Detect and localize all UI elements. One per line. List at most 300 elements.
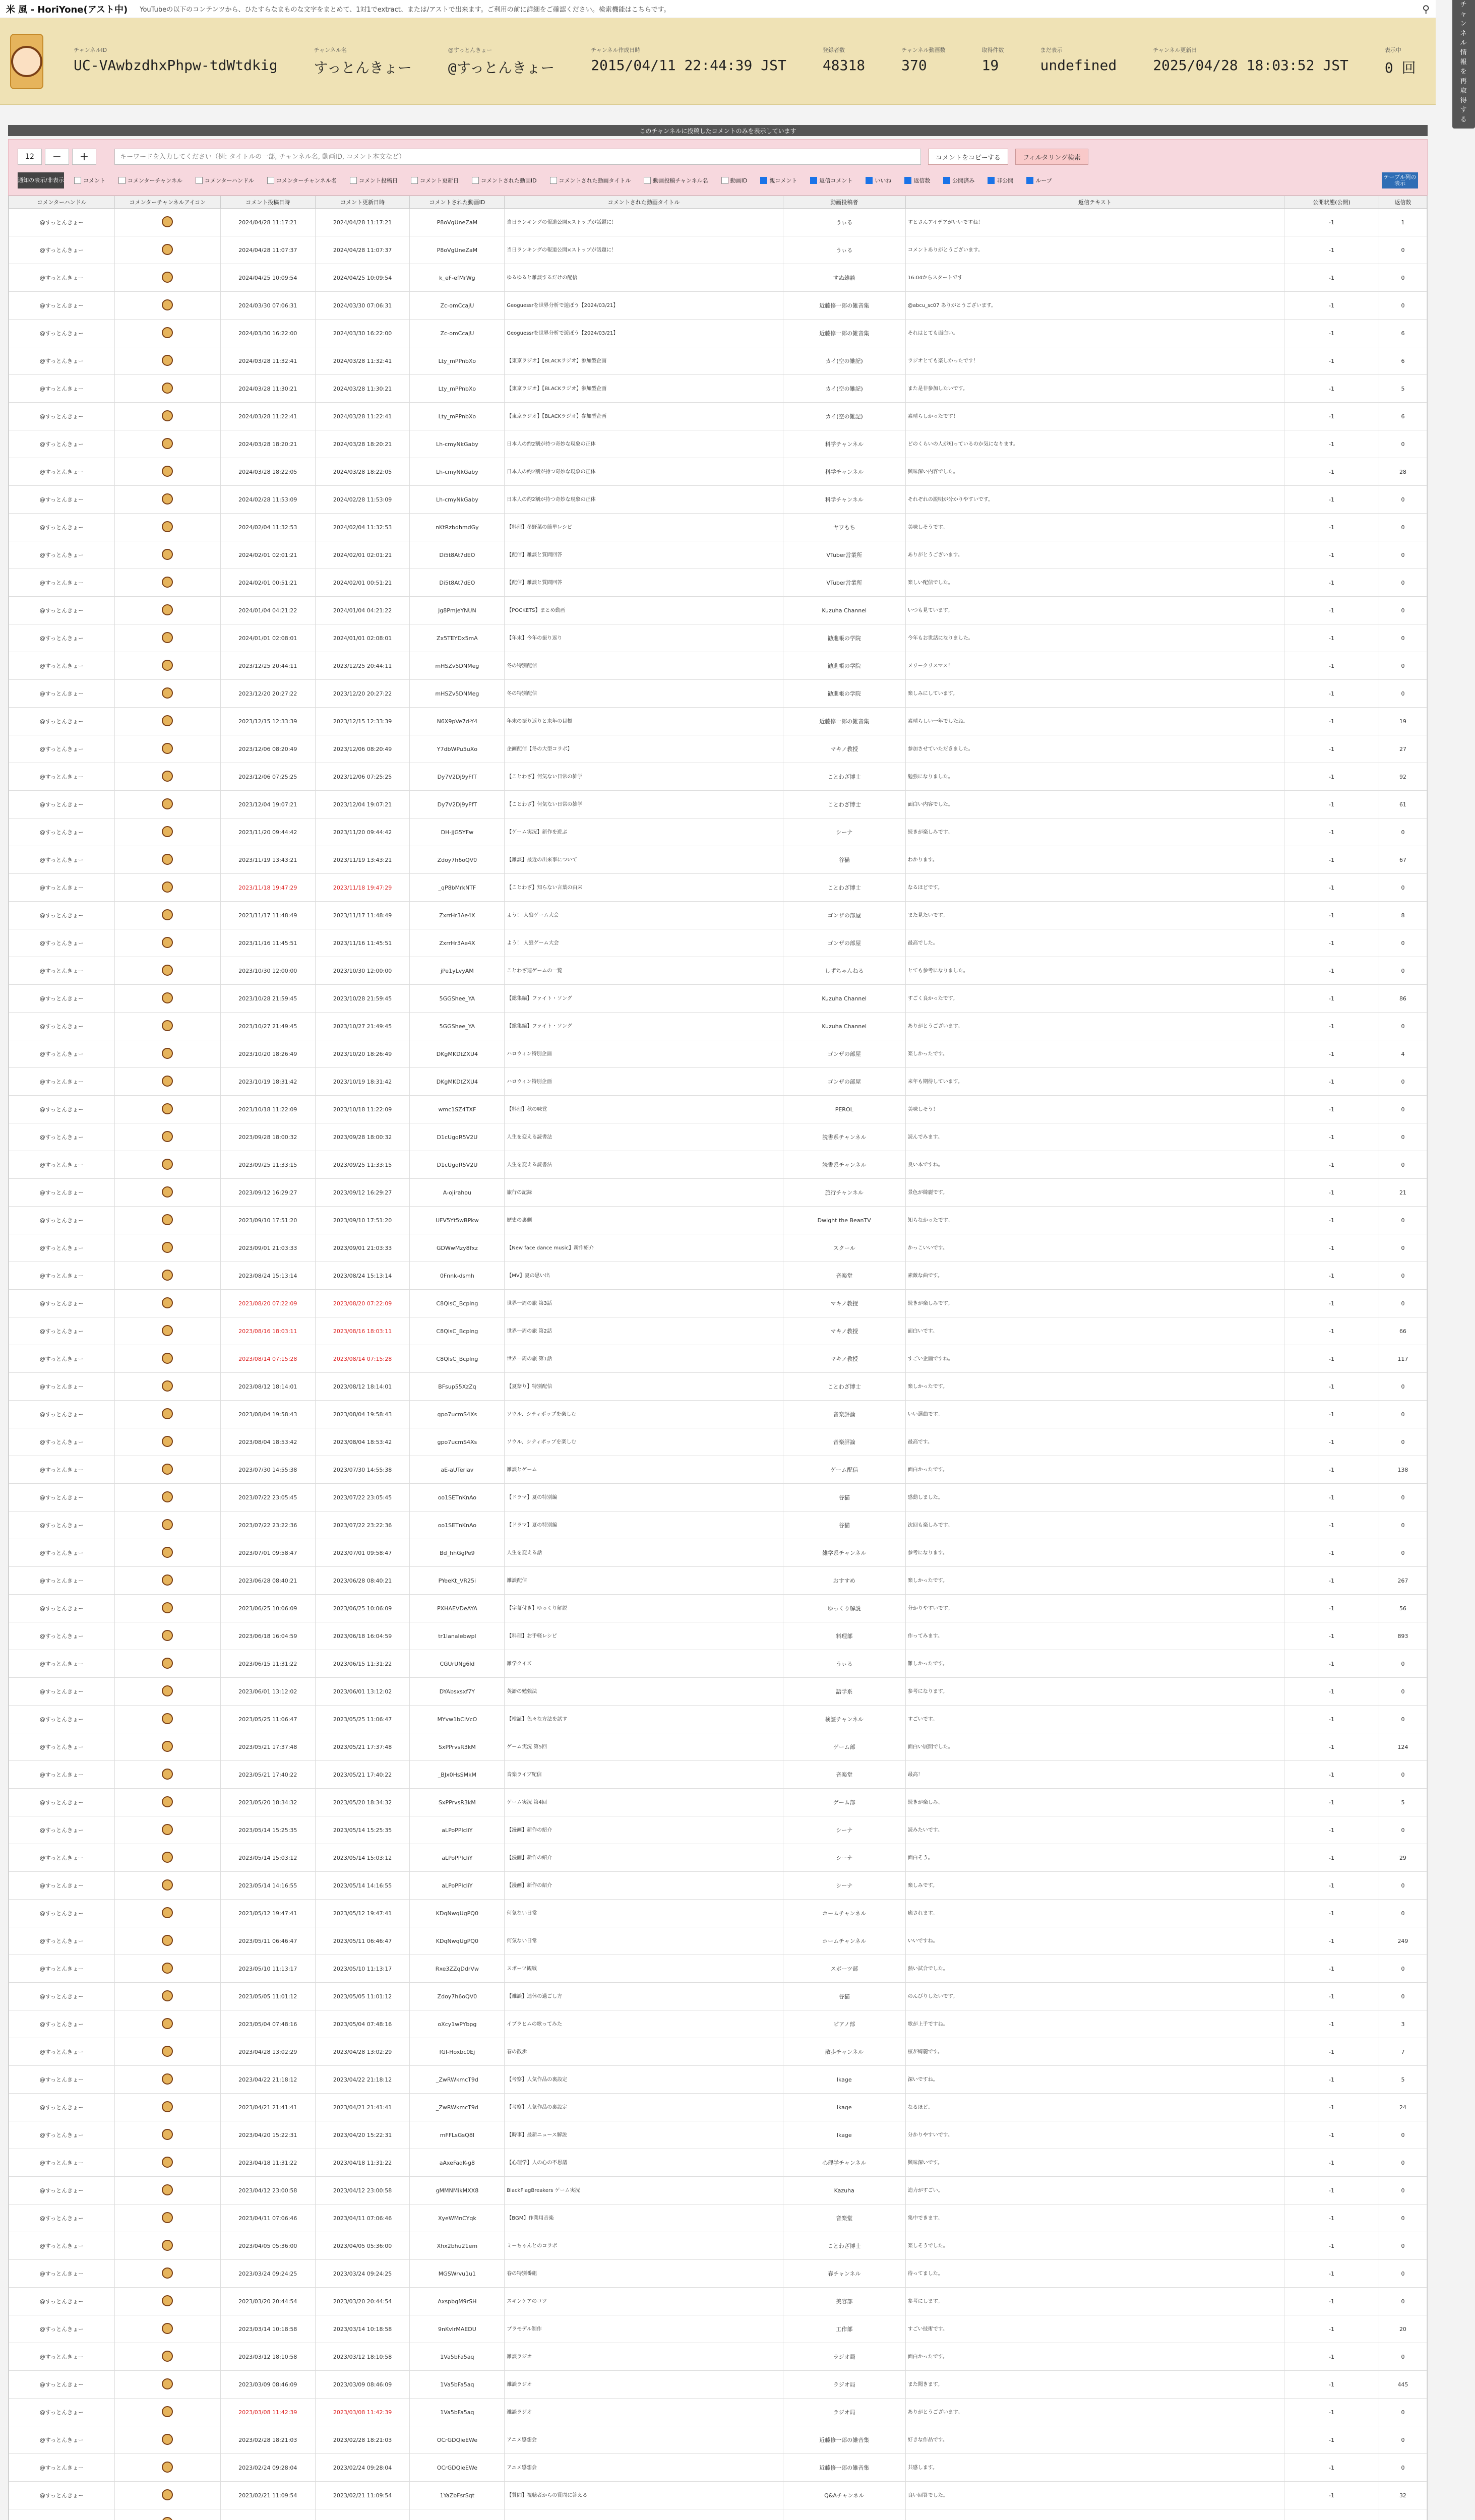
cell-vid[interactable]: C8QlsC_Bcplng: [410, 1290, 505, 1317]
cell-title[interactable]: 雑談ラジオ: [505, 2399, 783, 2426]
cell-vid[interactable]: Di5t8At7dEO: [410, 541, 505, 569]
cell-vid[interactable]: Lh-cmyNkGaby: [410, 486, 505, 514]
checkbox-icon[interactable]: [866, 177, 873, 184]
cell-vid[interactable]: DKgMKDtZXU4: [410, 1068, 505, 1096]
cell-title[interactable]: Geoguessrを世界分析で遊ぼう【2024/03/21】: [505, 292, 783, 320]
commenter-icon-cell: [114, 2038, 220, 2066]
stat-label: チャンネル更新日: [1153, 46, 1197, 53]
cell-title[interactable]: 年末の振り返りと来年の目標: [505, 708, 783, 735]
cell-title[interactable]: 【配信】雑談と質問回答: [505, 569, 783, 597]
commenter-avatar-icon: [162, 1602, 173, 1613]
checkbox-icon[interactable]: [350, 177, 357, 184]
cell-title[interactable]: 【POCKETS】まとめ動画: [505, 597, 783, 624]
filter-checkbox[interactable]: [943, 176, 974, 184]
cell-replies: 1: [1379, 209, 1427, 236]
cell-vid[interactable]: PXHAEVDeAYA: [410, 1595, 505, 1622]
column-header[interactable]: コメントされた動画ID: [410, 196, 505, 209]
cell-status: -1: [1284, 1179, 1379, 1207]
cell-title[interactable]: 世界一周の旅 第3話: [505, 1290, 783, 1317]
cell-updated: 2023/12/20 20:27:22: [315, 680, 410, 708]
checkbox-icon[interactable]: [196, 177, 203, 184]
cell-vid[interactable]: mFFLsGsQ8I: [410, 2121, 505, 2149]
commenter-icon-cell: [114, 929, 220, 957]
column-header[interactable]: コメントされた動画タイトル: [505, 196, 783, 209]
commenter-icon-cell: [114, 1567, 220, 1595]
cell-replies: 0: [1379, 2232, 1427, 2260]
cell-replies: 0: [1379, 1151, 1427, 1179]
cell-vid[interactable]: Lh-cmyNkGaby: [410, 430, 505, 458]
commenter-icon-cell: [114, 1179, 220, 1207]
filter-checkbox[interactable]: [118, 176, 182, 184]
filter-checkbox[interactable]: [988, 176, 1013, 184]
commenter-avatar-icon: [162, 2351, 173, 2362]
cell-vid[interactable]: gpo7ucmS4Xs: [410, 1401, 505, 1428]
cell-title[interactable]: 【漫画】新作の紹介: [505, 1872, 783, 1900]
cell-posted: 2023/11/17 11:48:49: [220, 902, 315, 929]
cell-title[interactable]: 当日ランキングの報道公開×ストップが話題に！: [505, 236, 783, 264]
font-increase-button[interactable]: +: [72, 149, 96, 165]
cell-title[interactable]: 当日ランキングの報道公開×ストップが話題に！: [505, 209, 783, 236]
cell-title[interactable]: 【総集編】ファイト・ソング: [505, 1013, 783, 1040]
cell-vid[interactable]: Dy7V2Dj9yFfT: [410, 791, 505, 818]
cell-posted: 2023/06/28 08:40:21: [220, 1567, 315, 1595]
cell-vid[interactable]: OCrGDQieEWe: [410, 2454, 505, 2482]
cell-title[interactable]: 世界一周の旅 第1話: [505, 1345, 783, 1373]
filter-checkbox[interactable]: [196, 176, 254, 184]
cell-title[interactable]: アニメ感想会: [505, 2454, 783, 2482]
cell-vid[interactable]: MGSWrvu1u1: [410, 2260, 505, 2288]
cell-vid[interactable]: DH-jjG5YFw: [410, 818, 505, 846]
cell-vid[interactable]: BFsup55XzZq: [410, 1373, 505, 1401]
cell-title[interactable]: 【ことわざ】知らない言葉の由来: [505, 874, 783, 902]
cell-vid[interactable]: KDqNwqUgPQ0: [410, 1900, 505, 1927]
cell-author: 科学チャンネル: [783, 486, 905, 514]
cell-handle: @すっとんきょー: [9, 1622, 115, 1650]
cell-title[interactable]: 【雑談】連休の過ごし方: [505, 1983, 783, 2010]
cell-vid[interactable]: Zdoy7h6oQV0: [410, 1983, 505, 2010]
cell-title[interactable]: 【ゲーム実況】新作を遊ぶ: [505, 818, 783, 846]
cell-vid[interactable]: aAxeFaqK-g8: [410, 2149, 505, 2177]
cell-text: 癒されます。: [905, 1900, 1284, 1927]
cell-title[interactable]: 企画配信【冬の大型コラボ】: [505, 735, 783, 763]
cell-vid[interactable]: Y7dbWPu5uXo: [410, 735, 505, 763]
cell-title[interactable]: 歴史の裏側: [505, 1207, 783, 1234]
cell-vid[interactable]: DKgMKDtZXU4: [410, 1040, 505, 1068]
cell-title[interactable]: 【ドラマ】夏の特別編: [505, 1511, 783, 1539]
checkbox-icon[interactable]: [904, 177, 911, 184]
cell-vid[interactable]: 5GGShee_YA: [410, 1013, 505, 1040]
cell-vid[interactable]: gMMNMikMXX8: [410, 2177, 505, 2204]
cell-vid[interactable]: D1cUgqR5V2U: [410, 1151, 505, 1179]
cell-title[interactable]: ハロウィン特別企画: [505, 1040, 783, 1068]
checkbox-icon[interactable]: [721, 177, 728, 184]
cell-vid[interactable]: C8QlsC_Bcplng: [410, 1317, 505, 1345]
toggle-notice-button[interactable]: 通知の表示/非表示: [18, 172, 64, 188]
cell-title[interactable]: 旅行の記録: [505, 1179, 783, 1207]
cell-title[interactable]: ハロウィン特別企画: [505, 1068, 783, 1096]
cell-vid[interactable]: [410, 2509, 505, 2520]
cell-vid[interactable]: N6X9pVe7d-Y4: [410, 708, 505, 735]
cell-text: 待ってました。: [905, 2260, 1284, 2288]
cell-vid[interactable]: Zx5TEYDx5mA: [410, 624, 505, 652]
cell-status: -1: [1284, 292, 1379, 320]
cell-author: Q&Aチャンネル: [783, 2482, 905, 2509]
checkbox-icon[interactable]: [118, 177, 126, 184]
cell-title[interactable]: ことわざ連ゲームの一覧: [505, 957, 783, 985]
cell-title[interactable]: 【東京ラジオ】【BLACKラジオ】参加型企画: [505, 375, 783, 403]
cell-status: -1: [1284, 569, 1379, 597]
table-row: [9, 1096, 1427, 1123]
cell-updated: 2024/01/04 04:21:22: [315, 597, 410, 624]
cell-author: 検証チャンネル: [783, 1706, 905, 1733]
cell-title[interactable]: プラモデル制作: [505, 2315, 783, 2343]
cell-vid[interactable]: _ZwRWkmcT9d: [410, 2094, 505, 2121]
checkbox-icon[interactable]: [943, 177, 950, 184]
cell-handle: @すっとんきょー: [9, 902, 115, 929]
cell-vid[interactable]: Bd_hhGgPe9: [410, 1539, 505, 1567]
column-header[interactable]: 公開状態(公開): [1284, 196, 1379, 209]
cell-title[interactable]: 【質問】視聴者からの質問に答える: [505, 2482, 783, 2509]
cell-title[interactable]: 【時事】最新ニュース解説: [505, 2121, 783, 2149]
cell-title[interactable]: ゆるゆると雑談するだけの配信: [505, 264, 783, 292]
table-row: [9, 763, 1427, 791]
cell-title[interactable]: ゲーム実況 第4回: [505, 1789, 783, 1816]
cell-vid[interactable]: tr1lanaIebwpl: [410, 1622, 505, 1650]
cell-vid[interactable]: k_eF-efMrWg: [410, 264, 505, 292]
cell-replies: 24: [1379, 2094, 1427, 2121]
cell-vid[interactable]: aLPoPPIcliY: [410, 1816, 505, 1844]
commenter-avatar-icon: [162, 798, 173, 809]
cell-title[interactable]: 【BGM】作業用音楽: [505, 2204, 783, 2232]
cell-text: 面白かったです。: [905, 2343, 1284, 2371]
commenter-avatar-icon: [162, 1325, 173, 1336]
filter-checkbox[interactable]: [760, 176, 797, 184]
checkbox-icon[interactable]: [760, 177, 767, 184]
commenter-avatar-icon: [162, 660, 173, 671]
column-header[interactable]: コメント投稿日時: [220, 196, 315, 209]
cell-handle: @すっとんきょー: [9, 292, 115, 320]
commenter-avatar-icon: [162, 1408, 173, 1419]
commenter-avatar-icon: [162, 1159, 173, 1170]
cell-title[interactable]: 人生を変える読書法: [505, 1151, 783, 1179]
cell-title[interactable]: 英語の勉強法: [505, 1678, 783, 1706]
checkbox-icon[interactable]: [644, 177, 651, 184]
cell-title[interactable]: スポーツ観戦: [505, 1955, 783, 1983]
filter-checkbox[interactable]: [904, 176, 930, 184]
cell-vid[interactable]: 1YaZbFsrSqt: [410, 2482, 505, 2509]
checkbox-icon[interactable]: [988, 177, 995, 184]
filter-checkbox[interactable]: [721, 176, 748, 184]
cell-title[interactable]: ミーちゃんとのコラボ: [505, 2232, 783, 2260]
commenter-avatar-icon: [162, 632, 173, 643]
cell-title[interactable]: 【ことわざ】何気ない日常の雑学: [505, 763, 783, 791]
cell-title[interactable]: 春の特別番組: [505, 2260, 783, 2288]
commenter-avatar-icon: [162, 1658, 173, 1669]
cell-title[interactable]: 日本人の約2割が持つ奇妙な現象の正体: [505, 430, 783, 458]
filter-checkbox[interactable]: [866, 176, 891, 184]
cell-status: -1: [1284, 375, 1379, 403]
commenter-avatar-icon: [162, 1464, 173, 1475]
cell-vid[interactable]: mHSZv5DNMeg: [410, 680, 505, 708]
commenter-icon-cell: [114, 264, 220, 292]
filter-checkbox[interactable]: [411, 176, 459, 184]
cell-vid[interactable]: 1Va5bFa5aq: [410, 2399, 505, 2426]
cell-title[interactable]: BlackFlagBreakers ゲーム実況: [505, 2177, 783, 2204]
cell-vid[interactable]: 5GGShee_YA: [410, 985, 505, 1013]
cell-vid[interactable]: aLPoPPIcliY: [410, 1872, 505, 1900]
cell-vid[interactable]: Xhx2bhu21em: [410, 2232, 505, 2260]
cell-text: 良い回答でした。: [905, 2482, 1284, 2509]
cell-title[interactable]: 【料理】お手軽レシピ: [505, 1622, 783, 1650]
cell-vid[interactable]: Di5t8At7dEO: [410, 569, 505, 597]
cell-vid[interactable]: gpo7ucmS4Xs: [410, 1428, 505, 1456]
cell-posted: 2024/03/28 18:20:21: [220, 430, 315, 458]
copy-comments-button[interactable]: コメントをコピーする: [928, 149, 1008, 165]
table-row: [9, 2399, 1427, 2426]
cell-status: -1: [1284, 2399, 1379, 2426]
column-header[interactable]: 返信テキスト: [905, 196, 1284, 209]
font-decrease-button[interactable]: −: [45, 149, 69, 165]
cell-vid[interactable]: fGI-Hoxbc0Ej: [410, 2038, 505, 2066]
cell-title[interactable]: 冬の特別配信: [505, 652, 783, 680]
cell-title[interactable]: Geoguessrを世界分析で遊ぼう【2024/03/21】: [505, 320, 783, 347]
column-header[interactable]: 動画投稿者: [783, 196, 905, 209]
cell-title[interactable]: 【字幕付き】ゆっくり解説: [505, 1595, 783, 1622]
cell-vid[interactable]: Lh-cmyNkGaby: [410, 458, 505, 486]
filter-checkbox[interactable]: [1026, 176, 1052, 184]
cell-vid[interactable]: P8oVgUneZaM: [410, 209, 505, 236]
cell-vid[interactable]: 1Va5bFa5aq: [410, 2371, 505, 2399]
filter-checkbox[interactable]: [472, 176, 537, 184]
cell-vid[interactable]: 0Fnnk-dsmh: [410, 1262, 505, 1290]
cell-updated: 2023/05/25 11:06:47: [315, 1706, 410, 1733]
cell-vid[interactable]: MYvw1bCIVcO: [410, 1706, 505, 1733]
cell-title[interactable]: 日本人の約2割が持つ奇妙な現象の正体: [505, 458, 783, 486]
cell-status: -1: [1284, 1650, 1379, 1678]
cell-vid[interactable]: XyeWMnCYqk: [410, 2204, 505, 2232]
cell-title[interactable]: ゲーム実況 第5回: [505, 1733, 783, 1761]
cell-title[interactable]: [505, 2509, 783, 2520]
cell-title[interactable]: 【考察】人気作品の裏設定: [505, 2066, 783, 2094]
cell-title[interactable]: 何気ない日常: [505, 1900, 783, 1927]
cell-vid[interactable]: DYAbsxsxf7Y: [410, 1678, 505, 1706]
filter-checkbox[interactable]: [810, 176, 852, 184]
checkbox-icon[interactable]: [74, 177, 81, 184]
cell-vid[interactable]: CGUrUNg6ld: [410, 1650, 505, 1678]
cell-posted: 2024/04/28 11:07:37: [220, 236, 315, 264]
cell-vid[interactable]: 1Va5bFa5aq: [410, 2343, 505, 2371]
cell-vid[interactable]: _ZwRWkmcT9d: [410, 2066, 505, 2094]
filter-checkbox[interactable]: [350, 176, 398, 184]
cell-replies: 6: [1379, 403, 1427, 430]
cell-title[interactable]: ソウル、シティポップを楽しむ: [505, 1401, 783, 1428]
cell-title[interactable]: 【New face dance music】新作紹介: [505, 1234, 783, 1262]
cell-title[interactable]: 【配信】雑談と質問回答: [505, 541, 783, 569]
refetch-channel-button[interactable]: チャンネル情報を再取得する: [1452, 0, 1475, 129]
cell-title[interactable]: 【東京ラジオ】【BLACKラジオ】参加型企画: [505, 347, 783, 375]
cell-title[interactable]: 【東京ラジオ】【BLACKラジオ】参加型企画: [505, 403, 783, 430]
cell-title[interactable]: 雑談配信: [505, 1567, 783, 1595]
cell-author: ラジオ局: [783, 2343, 905, 2371]
cell-vid[interactable]: jPe1yLvyAM: [410, 957, 505, 985]
cell-title[interactable]: 世界一周の旅 第2話: [505, 1317, 783, 1345]
cell-vid[interactable]: Rxe3ZZqDdrVw: [410, 1955, 505, 1983]
cell-vid[interactable]: aE-aUTeriav: [410, 1456, 505, 1484]
cell-vid[interactable]: _BJx0HsSMkM: [410, 1761, 505, 1789]
cell-title[interactable]: アニメ感想会: [505, 2426, 783, 2454]
cell-title[interactable]: 音楽ライブ配信: [505, 1761, 783, 1789]
cell-vid[interactable]: ZxrrHr3Ae4X: [410, 929, 505, 957]
cell-vid[interactable]: SxPPrvsR3kM: [410, 1733, 505, 1761]
cell-text: 感動しました。: [905, 1484, 1284, 1511]
cell-vid[interactable]: _qP8bMrkNTF: [410, 874, 505, 902]
cell-vid[interactable]: Lty_mPPnbXo: [410, 347, 505, 375]
cell-vid[interactable]: oo1SETnKnAo: [410, 1484, 505, 1511]
cell-status: -1: [1284, 486, 1379, 514]
cell-vid[interactable]: D1cUgqR5V2U: [410, 1123, 505, 1151]
cell-vid[interactable]: UFV5Yt5wBPkw: [410, 1207, 505, 1234]
cell-status: -1: [1284, 1872, 1379, 1900]
cell-title[interactable]: ソウル、シティポップを楽しむ: [505, 1428, 783, 1456]
table-columns-button[interactable]: テーブル列の表示: [1382, 172, 1418, 188]
cell-title[interactable]: 人生を変える話: [505, 1539, 783, 1567]
cell-vid[interactable]: 9nKvlrMAEDU: [410, 2315, 505, 2343]
cell-vid[interactable]: OCrGDQieEWe: [410, 2426, 505, 2454]
cell-vid[interactable]: wmc1SZ4TXF: [410, 1096, 505, 1123]
cell-title[interactable]: 【考察】人気作品の裏設定: [505, 2094, 783, 2121]
filter-checkbox[interactable]: [267, 176, 337, 184]
cell-author: 雑学系チャンネル: [783, 1539, 905, 1567]
cell-vid[interactable]: Dy7V2Dj9yFfT: [410, 763, 505, 791]
cell-vid[interactable]: Lty_mPPnbXo: [410, 375, 505, 403]
cell-title[interactable]: 【年末】今年の振り返り: [505, 624, 783, 652]
cell-title[interactable]: 【漫画】新作の紹介: [505, 1844, 783, 1872]
cell-vid[interactable]: PYeeKt_VR25i: [410, 1567, 505, 1595]
cell-title[interactable]: 春の散歩: [505, 2038, 783, 2066]
cell-vid[interactable]: Zdoy7h6oQV0: [410, 846, 505, 874]
cell-replies: 138: [1379, 1456, 1427, 1484]
checkbox-icon[interactable]: [1026, 177, 1033, 184]
cell-replies: 0: [1379, 1262, 1427, 1290]
cell-title[interactable]: 【ことわざ】何気ない日常の雑学: [505, 791, 783, 818]
checkbox-icon[interactable]: [810, 177, 817, 184]
cell-vid[interactable]: C8QlsC_Bcplng: [410, 1345, 505, 1373]
cell-vid[interactable]: mHSZv5DNMeg: [410, 652, 505, 680]
cell-title[interactable]: 雑談ラジオ: [505, 2343, 783, 2371]
cell-vid[interactable]: GDWwMzy8fxz: [410, 1234, 505, 1262]
cell-author: 音楽堂: [783, 1761, 905, 1789]
cell-title[interactable]: 何気ない日常: [505, 1927, 783, 1955]
cell-vid[interactable]: SxPPrvsR3kM: [410, 1789, 505, 1816]
cell-status: -1: [1284, 1040, 1379, 1068]
search-icon[interactable]: ⚲: [1422, 3, 1430, 15]
cell-vid[interactable]: nKtRzbdhmdGy: [410, 514, 505, 541]
cell-vid[interactable]: Zc-omCcajU: [410, 292, 505, 320]
cell-author: 美容部: [783, 2288, 905, 2315]
keyword-search-input[interactable]: [114, 149, 921, 165]
cell-title[interactable]: 人生を変える読書法: [505, 1123, 783, 1151]
cell-vid[interactable]: Jg8PmjeYNUN: [410, 597, 505, 624]
cell-vid[interactable]: ZxrrHr3Ae4X: [410, 902, 505, 929]
cell-vid[interactable]: Zc-omCcajU: [410, 320, 505, 347]
cell-vid[interactable]: AxspbgM9rSH: [410, 2288, 505, 2315]
checkbox-icon[interactable]: [472, 177, 479, 184]
cell-title[interactable]: よう！ 人狼ゲーム大会: [505, 902, 783, 929]
cell-text: 興味深い内容でした。: [905, 458, 1284, 486]
cell-title[interactable]: 【夏祭り】特別配信: [505, 1373, 783, 1401]
cell-title[interactable]: 【漫画】新作の紹介: [505, 1816, 783, 1844]
cell-posted: 2023/12/25 20:44:11: [220, 652, 315, 680]
cell-posted: 2023/09/01 21:03:33: [220, 1234, 315, 1262]
cell-handle: @すっとんきょー: [9, 1013, 115, 1040]
table-row: [9, 1567, 1427, 1595]
cell-vid[interactable]: oo1SETnKnAo: [410, 1511, 505, 1539]
cell-handle: @すっとんきょー: [9, 1207, 115, 1234]
commenter-avatar-icon: [162, 438, 173, 449]
cell-vid[interactable]: A-ojirahou: [410, 1179, 505, 1207]
cell-title[interactable]: 冬の特別配信: [505, 680, 783, 708]
cell-vid[interactable]: oXcy1wPYbpg: [410, 2010, 505, 2038]
cell-text: 興味深いです。: [905, 2149, 1284, 2177]
cell-replies: 0: [1379, 486, 1427, 514]
cell-title[interactable]: 日本人の約2割が持つ奇妙な現象の正体: [505, 486, 783, 514]
cell-title[interactable]: 【総集編】ファイト・ソング: [505, 985, 783, 1013]
cell-vid[interactable]: aLPoPPIcliY: [410, 1844, 505, 1872]
cell-title[interactable]: 雑学クイズ: [505, 1650, 783, 1678]
column-header[interactable]: コメント更新日時: [315, 196, 410, 209]
checkbox-icon[interactable]: [550, 177, 557, 184]
column-header[interactable]: コメンターチャンネルアイコン: [114, 196, 220, 209]
cell-title[interactable]: よう！ 人狼ゲーム大会: [505, 929, 783, 957]
filter-checkbox[interactable]: [550, 176, 631, 184]
commenter-icon-cell: [114, 1511, 220, 1539]
table-row: [9, 292, 1427, 320]
column-header[interactable]: 返信数: [1379, 196, 1427, 209]
cell-title[interactable]: 【検証】色々な方法を試す: [505, 1706, 783, 1733]
column-header[interactable]: コメンターハンドル: [9, 196, 115, 209]
commenter-icon-cell: [114, 1151, 220, 1179]
cell-title[interactable]: スキンケアのコツ: [505, 2288, 783, 2315]
cell-vid[interactable]: P8oVgUneZaM: [410, 236, 505, 264]
cell-vid[interactable]: Lty_mPPnbXo: [410, 403, 505, 430]
commenter-icon-cell: [114, 1622, 220, 1650]
cell-title[interactable]: 【料理】冬野菜の簡単レシピ: [505, 514, 783, 541]
filter-checkbox[interactable]: [74, 176, 105, 184]
filter-checkbox[interactable]: [644, 176, 708, 184]
cell-title[interactable]: 【MV】夏の思い出: [505, 1262, 783, 1290]
cell-handle: @すっとんきょー: [9, 846, 115, 874]
commenter-icon-cell: [114, 1317, 220, 1345]
cell-title[interactable]: 【ドラマ】夏の特別編: [505, 1484, 783, 1511]
cell-vid[interactable]: KDqNwqUgPQ0: [410, 1927, 505, 1955]
cell-title[interactable]: 雑談とゲーム: [505, 1456, 783, 1484]
cell-title[interactable]: 【心理学】人の心の不思議: [505, 2149, 783, 2177]
cell-title[interactable]: 【雑談】最近の出来事について: [505, 846, 783, 874]
cell-title[interactable]: 【料理】秋の味覚: [505, 1096, 783, 1123]
cell-title[interactable]: 雑談ラジオ: [505, 2371, 783, 2399]
cell-replies: 66: [1379, 1317, 1427, 1345]
cell-title[interactable]: イブラヒムの歌ってみた: [505, 2010, 783, 2038]
filter-search-button[interactable]: フィルタリング検索: [1015, 149, 1088, 165]
cell-updated: 2023/09/28 18:00:32: [315, 1123, 410, 1151]
checkbox-icon[interactable]: [411, 177, 418, 184]
cell-updated: 2023/08/14 07:15:28: [315, 1345, 410, 1373]
checkbox-icon[interactable]: [267, 177, 274, 184]
cell-posted: 2023/04/20 15:22:31: [220, 2121, 315, 2149]
cell-text: すごいです。: [905, 1706, 1284, 1733]
stat-value: UC-VAwbzdhxPhpw-tdWtdkig: [74, 56, 278, 74]
cell-updated: 2023/09/10 17:51:20: [315, 1207, 410, 1234]
